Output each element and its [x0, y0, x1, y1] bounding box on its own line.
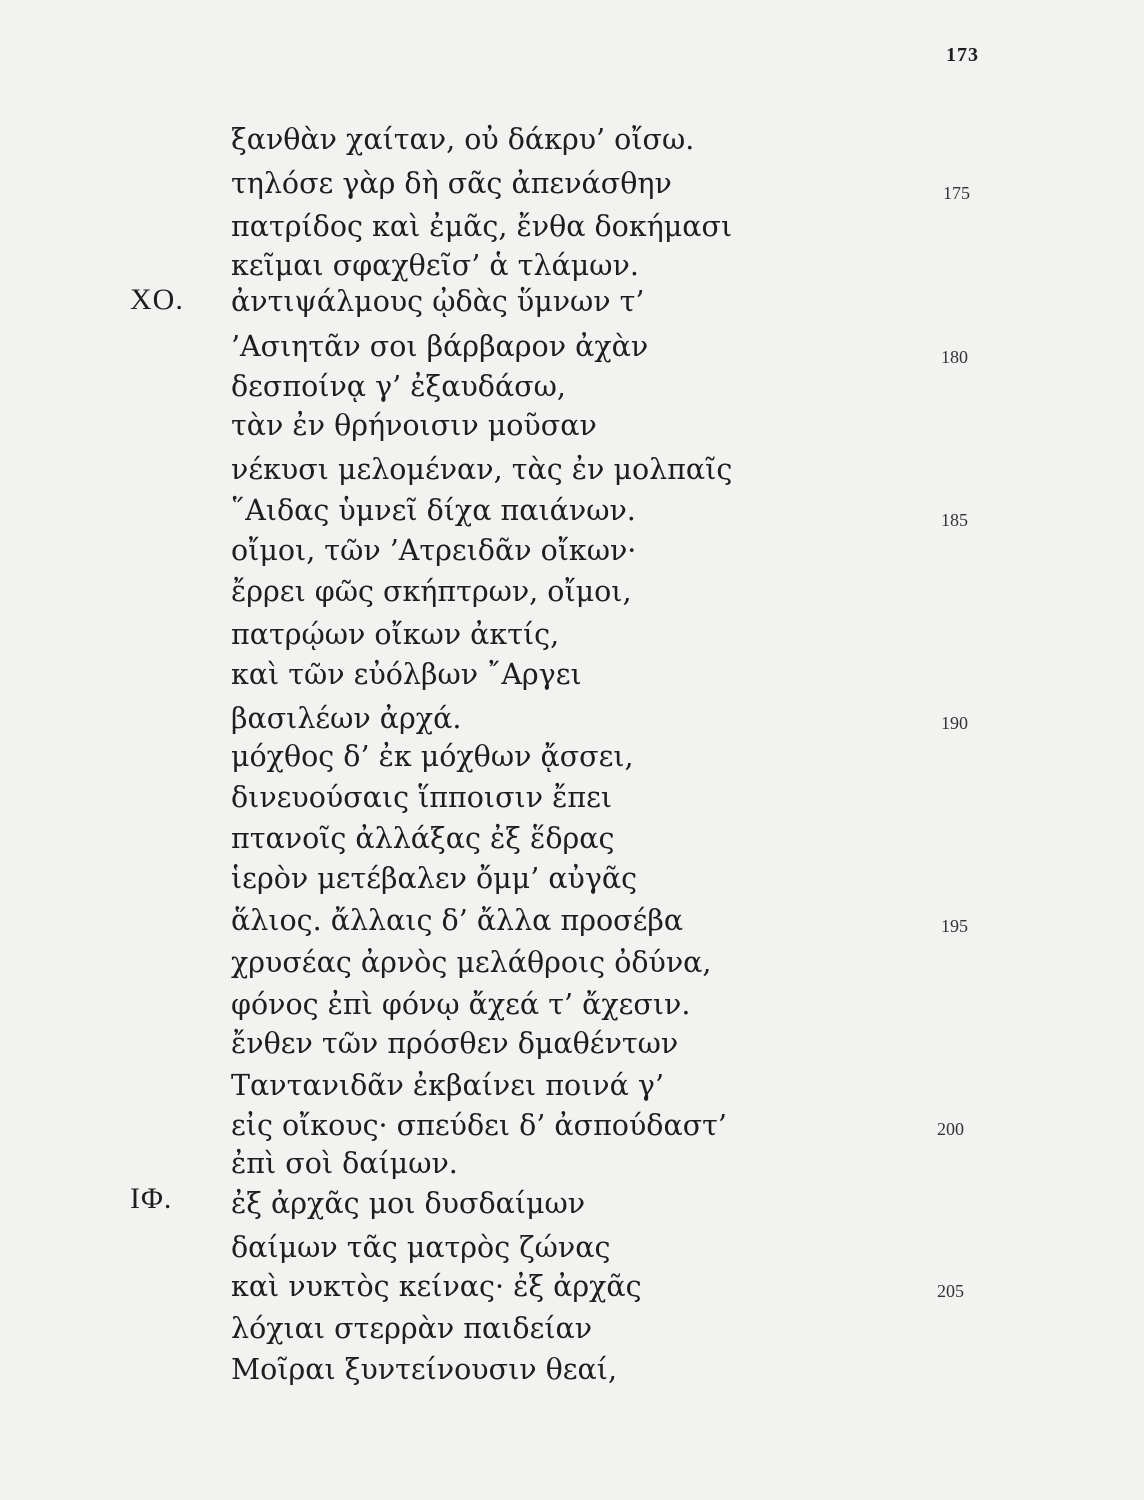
line-number: 200 — [937, 1119, 964, 1139]
verse-line: ἐπὶ σοὶ δαίμων. — [231, 1147, 458, 1180]
verse-line: δινευούσαις ἵπποισιν ἔπει — [231, 781, 613, 814]
verse-line: δεσποίνᾳ γ’ ἐξαυδάσω, — [231, 370, 566, 403]
verse-line: ῞Αιδας ὑμνεῖ δίχα παιάνων. — [231, 494, 636, 527]
verse-line: ἐξ ἀρχᾶς μοι δυσδαίμων — [231, 1187, 586, 1220]
verse-line: οἴμοι, τῶν ’Ατρειδᾶν οἴκων· — [231, 534, 637, 567]
verse-line: καὶ τῶν εὐόλβων ῎Αργει — [231, 658, 582, 691]
line-number: 185 — [941, 510, 968, 530]
verse-line: τὰν ἐν θρήνοισιν μοῦσαν — [231, 409, 597, 442]
page-number: 173 — [946, 44, 979, 66]
verse-line: χρυσέας ἀρνὸς μελάθροις ὀδύνα, — [231, 946, 712, 979]
verse-line: φόνος ἐπὶ φόνῳ ἄχεά τ’ ἄχεσιν. — [231, 988, 691, 1021]
verse-line: Μοῖραι ξυντείνουσιν θεαί, — [231, 1353, 618, 1386]
speaker-label-chorus: ΧΟ. — [130, 283, 184, 316]
line-number: 205 — [937, 1281, 964, 1301]
verse-line: νέκυσι μελομέναν, τὰς ἐν μολπαῖς — [231, 453, 733, 486]
verse-line: Ταντανιδᾶν ἐκβαίνει ποινά γ’ — [231, 1069, 664, 1102]
speaker-label-iphigenia: ΙΦ. — [130, 1182, 173, 1215]
line-number: 180 — [941, 347, 968, 367]
verse-line: λόχιαι στερρὰν παιδείαν — [231, 1312, 593, 1345]
line-number: 195 — [941, 916, 968, 936]
verse-line: ἅλιος. ἄλλαις δ’ ἄλλα προσέβα — [231, 904, 684, 937]
verse-line: ἀντιψάλμους ᾠδὰς ὕμνων τ’ — [231, 285, 645, 318]
verse-line: εἰς οἴκους· σπεύδει δ’ ἀσπούδαστ’ — [231, 1109, 727, 1142]
verse-line: δαίμων τᾶς ματρὸς ζώνας — [231, 1231, 611, 1264]
verse-line: ἱερὸν μετέβαλεν ὄμμ’ αὐγᾶς — [231, 862, 638, 895]
verse-line: ἔνθεν τῶν πρόσθεν δμαθέντων — [231, 1027, 679, 1060]
verse-line: πατρῴων οἴκων ἀκτίς, — [231, 618, 560, 651]
verse-line: τηλόσε γὰρ δὴ σᾶς ἀπενάσθην — [231, 167, 672, 200]
verse-line: μόχθος δ’ ἐκ μόχθων ᾄσσει, — [231, 740, 634, 773]
line-number: 190 — [941, 713, 968, 733]
line-number: 175 — [943, 183, 970, 203]
verse-line: καὶ νυκτὸς κείνας· ἐξ ἀρχᾶς — [231, 1270, 642, 1303]
verse-line: πατρίδος καὶ ἐμᾶς, ἔνθα δοκήμασι — [231, 210, 733, 243]
verse-line: ξανθὰν χαίταν, οὐ δάκρυ’ οἴσω. — [231, 123, 695, 156]
verse-line: κεῖμαι σφαχθεῖσ’ ἁ τλάμων. — [231, 249, 639, 282]
verse-line: βασιλέων ἀρχά. — [231, 702, 462, 735]
verse-line: πτανοῖς ἀλλάξας ἐξ ἕδρας — [231, 822, 615, 855]
verse-line: ἔρρει φῶς σκήπτρων, οἴμοι, — [231, 575, 632, 608]
verse-line: ’Ασιητᾶν σοι βάρβαρον ἀχὰν — [231, 330, 649, 363]
